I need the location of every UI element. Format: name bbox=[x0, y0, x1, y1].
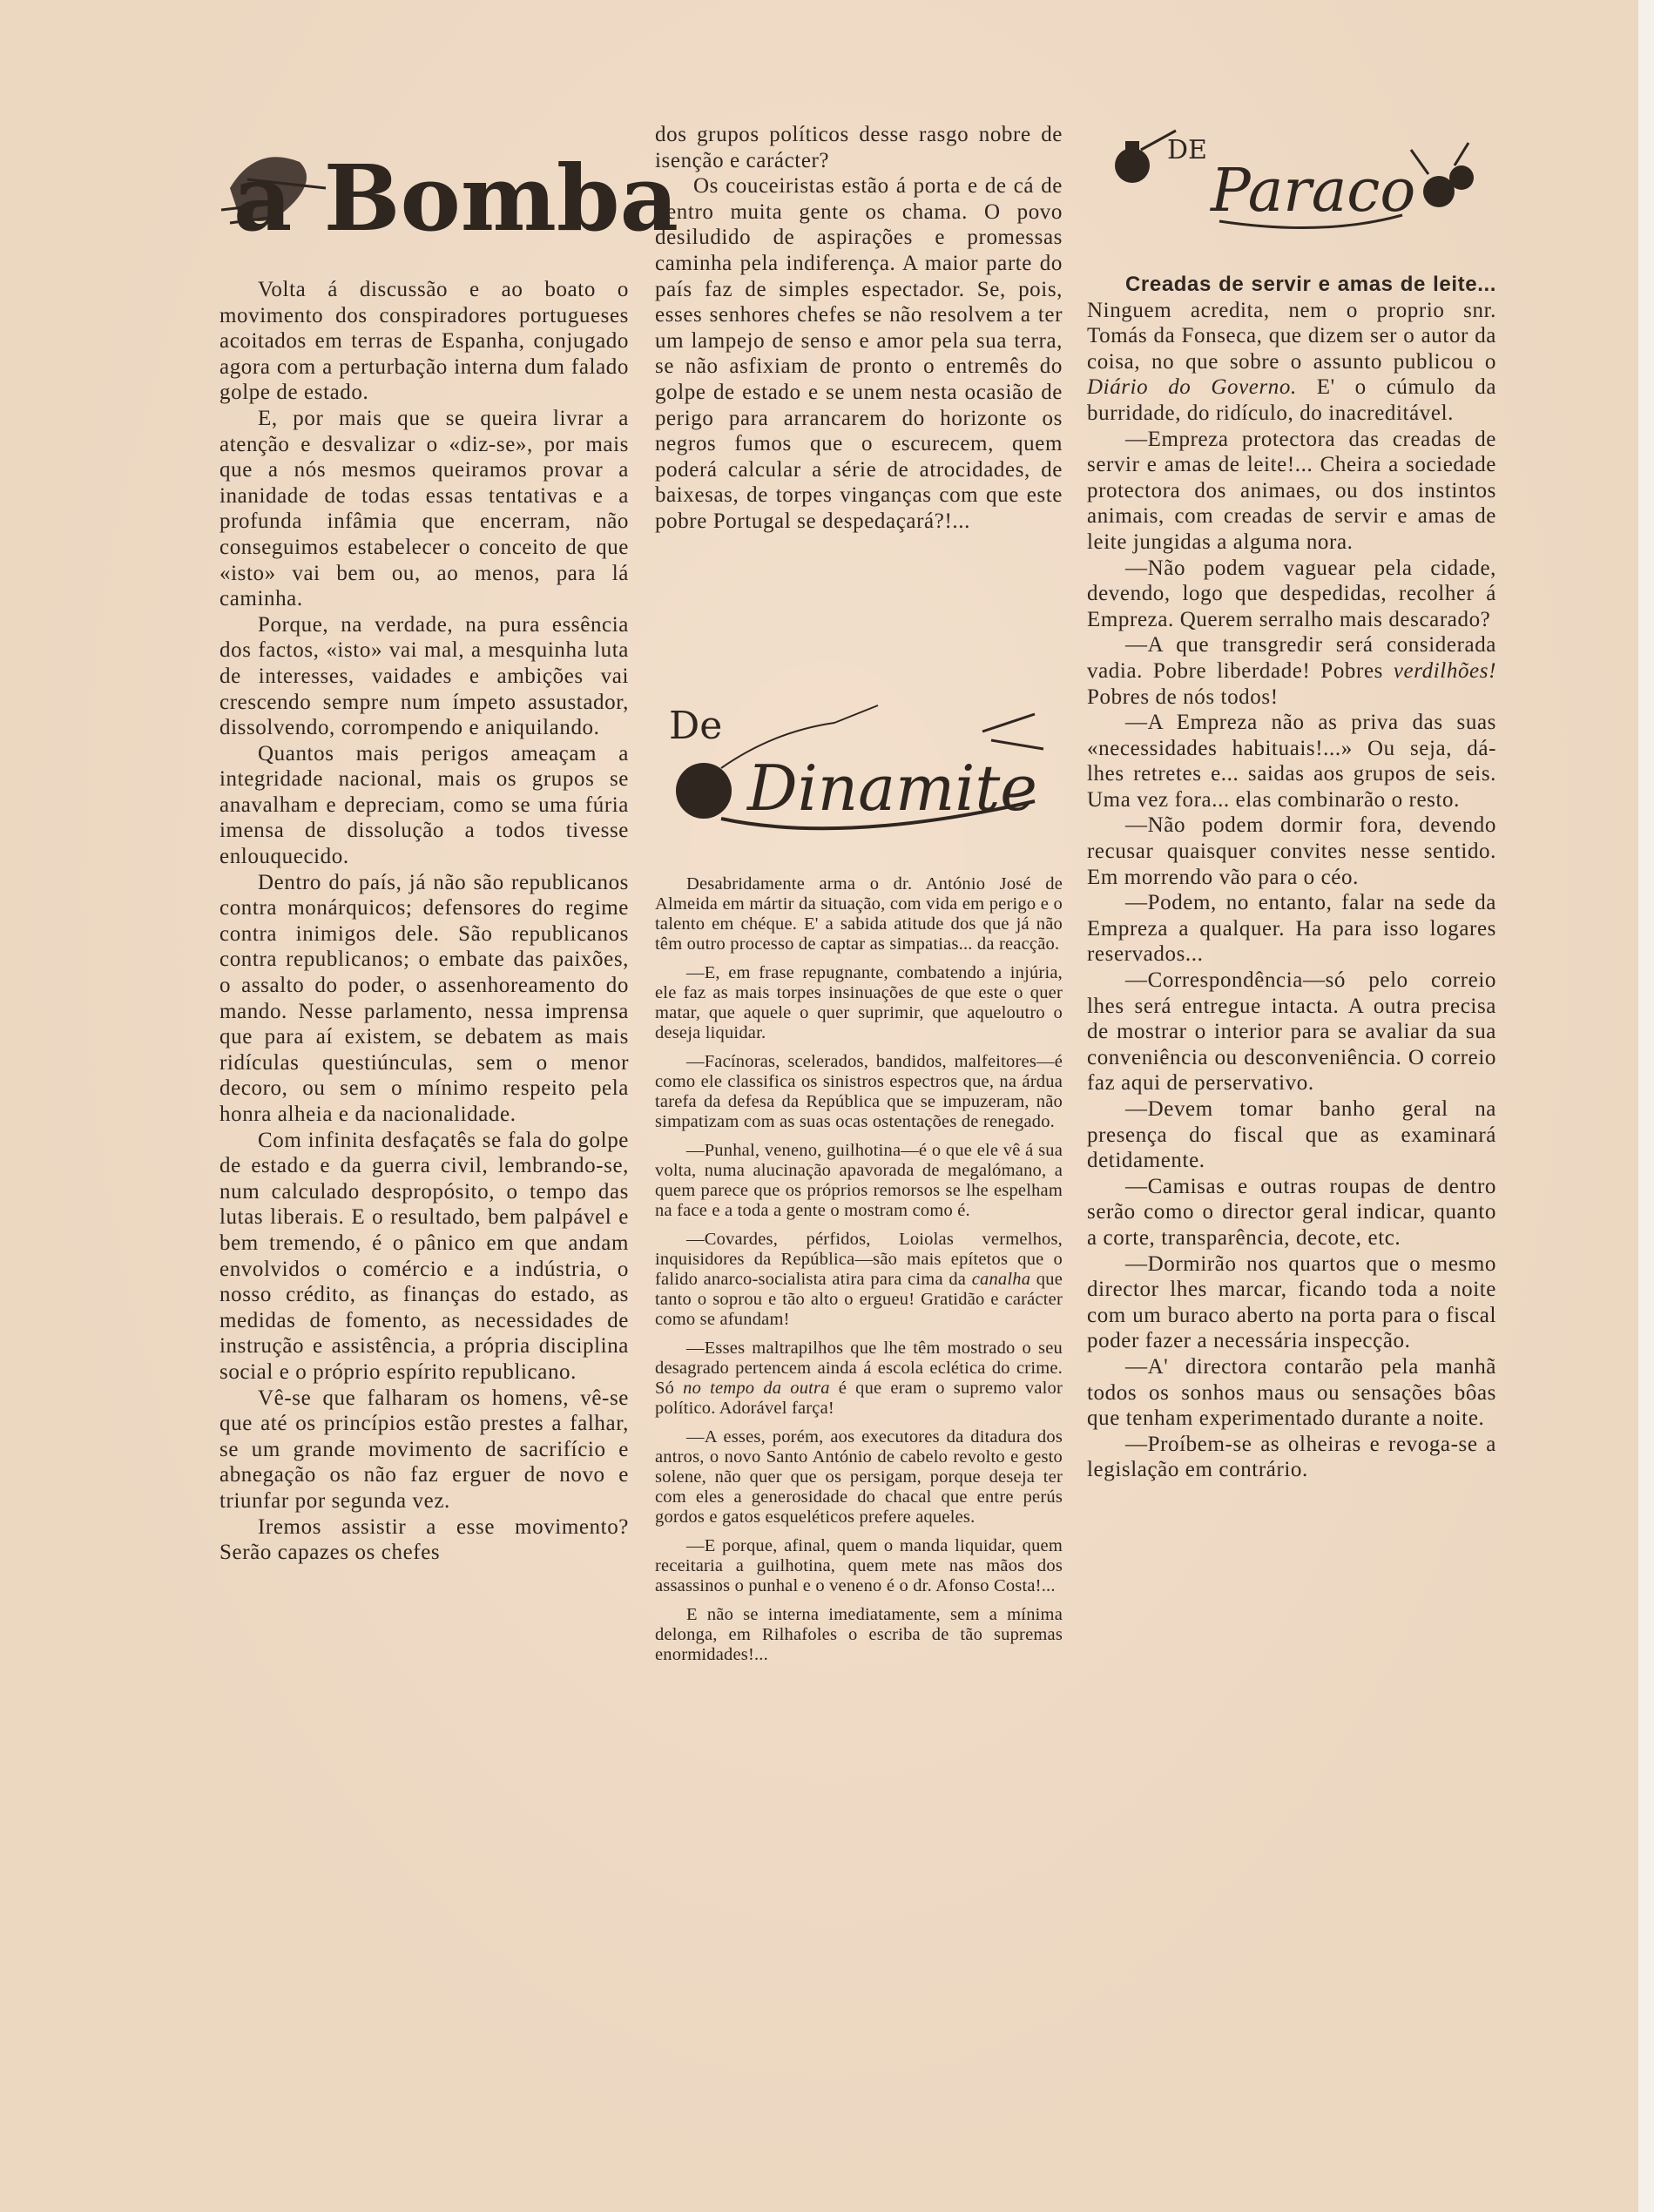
italic-run: canalha bbox=[971, 1270, 1031, 1289]
masthead-dinamite-de-text: De bbox=[669, 704, 723, 748]
paragraph: —Correspondência—só pelo correio lhes será entregue intacta. A outra precisa de mostrar o interior para se avaliar da sua conveniência ou desconveniência. O correio faz aqui de perservativo. bbox=[1087, 968, 1496, 1096]
paragraph: —Dormirão nos quartos que o mesmo director lhes marcar, ficando toda a noite com um buraco aberto na porta para o fiscal poder fazer a necessária inspecção. bbox=[1087, 1251, 1496, 1353]
italic-run: Diário do Governo. bbox=[1087, 375, 1297, 400]
paragraph: Volta á discussão e ao boato o movimento dos conspiradores portugueses acoitados em terras de Espanha, conjugado agora com a perturbação interna dum falado golpe de estado. bbox=[219, 278, 629, 405]
paragraph: —A Empreza não as priva das suas «necessidades habituais!...» Ou seja, dá-lhes retretes e... saidas aos grupos de seis. Uma vez fora... elas combinarão o resto. bbox=[1087, 711, 1496, 812]
paragraph: —A' directora contarão pela manhã todos os sonhos maus ou sensações bôas que tenham experimentado durante a noite. bbox=[1087, 1354, 1496, 1431]
column-middle-dinamite bbox=[655, 874, 1063, 1665]
paragraph: Vê-se que falharam os homens, vê-se que até os princípios estão prestes a falhar, se um grande movimento de sacrifício e abnegação os não faz erguer de novo e triunfar por segunda vez. bbox=[219, 1386, 629, 1513]
column-middle-editorial-cont bbox=[655, 122, 1063, 535]
paragraph bbox=[1087, 632, 1496, 710]
paragraph: —Punhal, veneno, guilhotina—é o que ele vê á sua volta, numa alucinação apavorada de megalómano, a quem parece que os próprios remorsos se lhe espelham na face e a toda a gente o mostram como é. bbox=[655, 1141, 1063, 1220]
paragraph: —Proíbem-se as olheiras e revoga-se a legislação em contrário. bbox=[1087, 1432, 1496, 1482]
column-right-paraco bbox=[1087, 272, 1496, 1483]
paragraph: —E porque, afinal, quem o manda liquidar, quem receitaria a guilhotina, quem mete nas mãos dos assassinos o punhal e o veneno é o dr. Afonso Costa!... bbox=[655, 1536, 1063, 1595]
text-run: que tanto o soprou e tão alto o ergueu! Gratidão e carácter como se afundam! bbox=[655, 1270, 1063, 1329]
paragraph: —Empreza protectora das creadas de servir e amas de leite!... Cheira a sociedade protectora dos animaes, ou dos instintos animais, com creadas de servir e amas de leite jungidas a alguma nora. bbox=[1087, 427, 1496, 554]
paragraph: —Podem, no entanto, falar na sede da Empreza a qualquer. Ha para isso logares reservados... bbox=[1087, 891, 1496, 967]
paragraph: Quantos mais perigos ameaçam a integridade nacional, mais os grupos se anavalham e depreciam, como se uma fúria imensa de dissolução a todos tivesse enlouquecido. bbox=[219, 741, 629, 869]
scan-edge bbox=[1638, 0, 1654, 2212]
text-run: E' o cúmulo da burridade, do ridículo, do inacreditável. bbox=[1087, 375, 1497, 425]
paragraph: Desabridamente arma o dr. António José de Almeida em mártir da situação, com vida em perigo e o talento em chéque. E' a sabida atitude dos que já não têm outro processo de captar as simpatias... da reacção. bbox=[655, 874, 1063, 954]
lead-heading: Creadas de servir e amas de leite... bbox=[1125, 273, 1496, 296]
text-run: —A que transgredir será considerada vadia. Pobre liberdade! Pobres bbox=[1087, 633, 1496, 683]
paragraph: E não se interna imediatamente, sem a mínima delonga, em Rilhafoles o escriba de tão supremas enormidades!... bbox=[655, 1605, 1063, 1664]
column-left-editorial bbox=[219, 277, 629, 1566]
paragraph: Dentro do país, já não são republicanos contra monárquicos; defensores do regime contra inimigos dele. São republicanos contra republicanos; o embate das paixões, o assalto do poder, o assenhoreamento do mando. Nesse parlamento, nessa imprensa que para aí existem, se debatem as mais ridículas questiúnculas, sem o menor decoro, ou sem o mínimo respeito pela honra alheia e da nacionalidade. bbox=[219, 870, 629, 1126]
paragraph: —Não podem vaguear pela cidade, devendo, logo que despedidas, recolher á Empreza. Querem serralho mais descarado? bbox=[1087, 556, 1496, 631]
paragraph bbox=[655, 1339, 1063, 1419]
paragraph: E, por mais que se queira livrar a atenção e desvalizar o «diz-se», por mais que a nós mesmos queiramos provar a inanidade de todas essas tentativas e a profunda infâmia que encerram, não conseguimos estabelecer o conceito de que «isto» vai bem ou, ao menos, para lá caminha. bbox=[219, 406, 629, 611]
italic-run: verdilhões! bbox=[1393, 658, 1496, 683]
masthead-de-dinamite bbox=[669, 697, 1052, 853]
paragraph: Com infinita desfaçatês se fala do golpe de estado e da guerra civil, lembrando-se, num calculado despropósito, o tempo das lutas liberais. E o resultado, bem palpável e bem tremendo, é o pânico em que andam envolvidos o comércio e a indústria, o nosso crédito, as finanças do estado, as medidas de fomento, as necessidades de instrução e assistência, a própria disciplina social e o próprio espírito republicano. bbox=[219, 1128, 629, 1384]
paragraph bbox=[655, 1230, 1063, 1330]
paragraph: Os couceiristas estão á porta e de cá de dentro muita gente os chama. O povo desiludido de aspirações e promessas caminha pela indiferença. A maior parte do país faz de simples espectador. Se, pois, esses senhores chefes se não resolvem a ter um lampejo de senso e amor pela sua terra, se não asfixiam de pronto o entremês do golpe de estado e se unem nesta ocasião de perigo para arrancarem do horizonte os negros fumos que o escurecem, quem poderá calcular a série de atrocidades, de baixesas, de torpes vinganças com que este pobre Portugal se despedaçará?!... bbox=[655, 174, 1063, 533]
text-run: —Esses maltrapilhos que lhe têm mostrado o seu desagrado pertencem ainda á escola eclética do crime. Só bbox=[655, 1339, 1063, 1398]
text-run: é que eram o supremo valor político. Adorável farça! bbox=[655, 1379, 1063, 1418]
masthead-paraco-text: Paraco bbox=[1211, 157, 1416, 226]
masthead-de-paraco bbox=[1106, 124, 1481, 246]
paragraph: —E, em frase repugnante, combatendo a injúria, ele faz as mais torpes insinuações de que este o quer matar, que aquele o quer suprimir, que aqueloutro o deseja liquidar. bbox=[655, 963, 1063, 1042]
paragraph: —Facínoras, scelerados, bandidos, malfeitores—é como ele classifica os sinistros espectros que, na árdua tarefa da defesa da República que se impuzeram, não simpatizam com as suas ocas ostentações de renegado. bbox=[655, 1052, 1063, 1131]
masthead-dinamite-text: Dinamite bbox=[747, 752, 1037, 825]
text-run: Ninguem acredita, nem o proprio snr. Tomás da Fonseca, que dizem ser o autor da coisa, no que sobre o assunto publicou o bbox=[1087, 298, 1496, 374]
paragraph: —Devem tomar banho geral na presença do fiscal que as examinará detidamente. bbox=[1087, 1097, 1496, 1173]
two-bombs-icon bbox=[1411, 143, 1474, 207]
paragraph bbox=[1087, 272, 1496, 427]
masthead-de-text: DE bbox=[1167, 135, 1207, 165]
paragraph: Iremos assistir a esse movimento? Serão capazes os chefes bbox=[219, 1514, 629, 1565]
masthead-a-bomba bbox=[221, 127, 679, 258]
masthead-sparks-decoration bbox=[982, 714, 1043, 749]
italic-run: no tempo da outra bbox=[683, 1379, 830, 1398]
paragraph: —A esses, porém, aos executores da ditadura dos antros, o novo Santo António de cabelo revolto e gesto solene, não quer que os persigam, porque deseja ter com eles a generosidade do chacal que entre perús gordos e gatos esqueléticos prefere aqueles. bbox=[655, 1427, 1063, 1527]
paragraph: —Camisas e outras roupas de dentro serão como o director geral indicar, quanto a corte, transparência, decote, etc. bbox=[1087, 1174, 1496, 1250]
text-run: Pobres de nós todos! bbox=[1087, 685, 1279, 709]
paragraph: —Não podem dormir fora, devendo recusar quaisquer convites nesse sentido. Em morrendo vão para o céo. bbox=[1087, 813, 1496, 889]
paragraph: dos grupos políticos desse rasgo nobre de isenção e carácter? bbox=[655, 123, 1063, 172]
masthead-a-bomba-text: a Bomba bbox=[233, 145, 679, 252]
text-run: —Covardes, pérfidos, Loiolas vermelhos, inquisidores da República—são mais epítetos que o falido anarco-socialista atira para cima da bbox=[655, 1230, 1063, 1289]
paragraph: Porque, na verdade, na pura essência dos factos, «isto» vai mal, a mesquinha luta de interesses, vaidades e ambições vai crescendo sempre num ímpeto assustador, dissolvendo, corrompendo e aniquilando. bbox=[219, 612, 629, 740]
